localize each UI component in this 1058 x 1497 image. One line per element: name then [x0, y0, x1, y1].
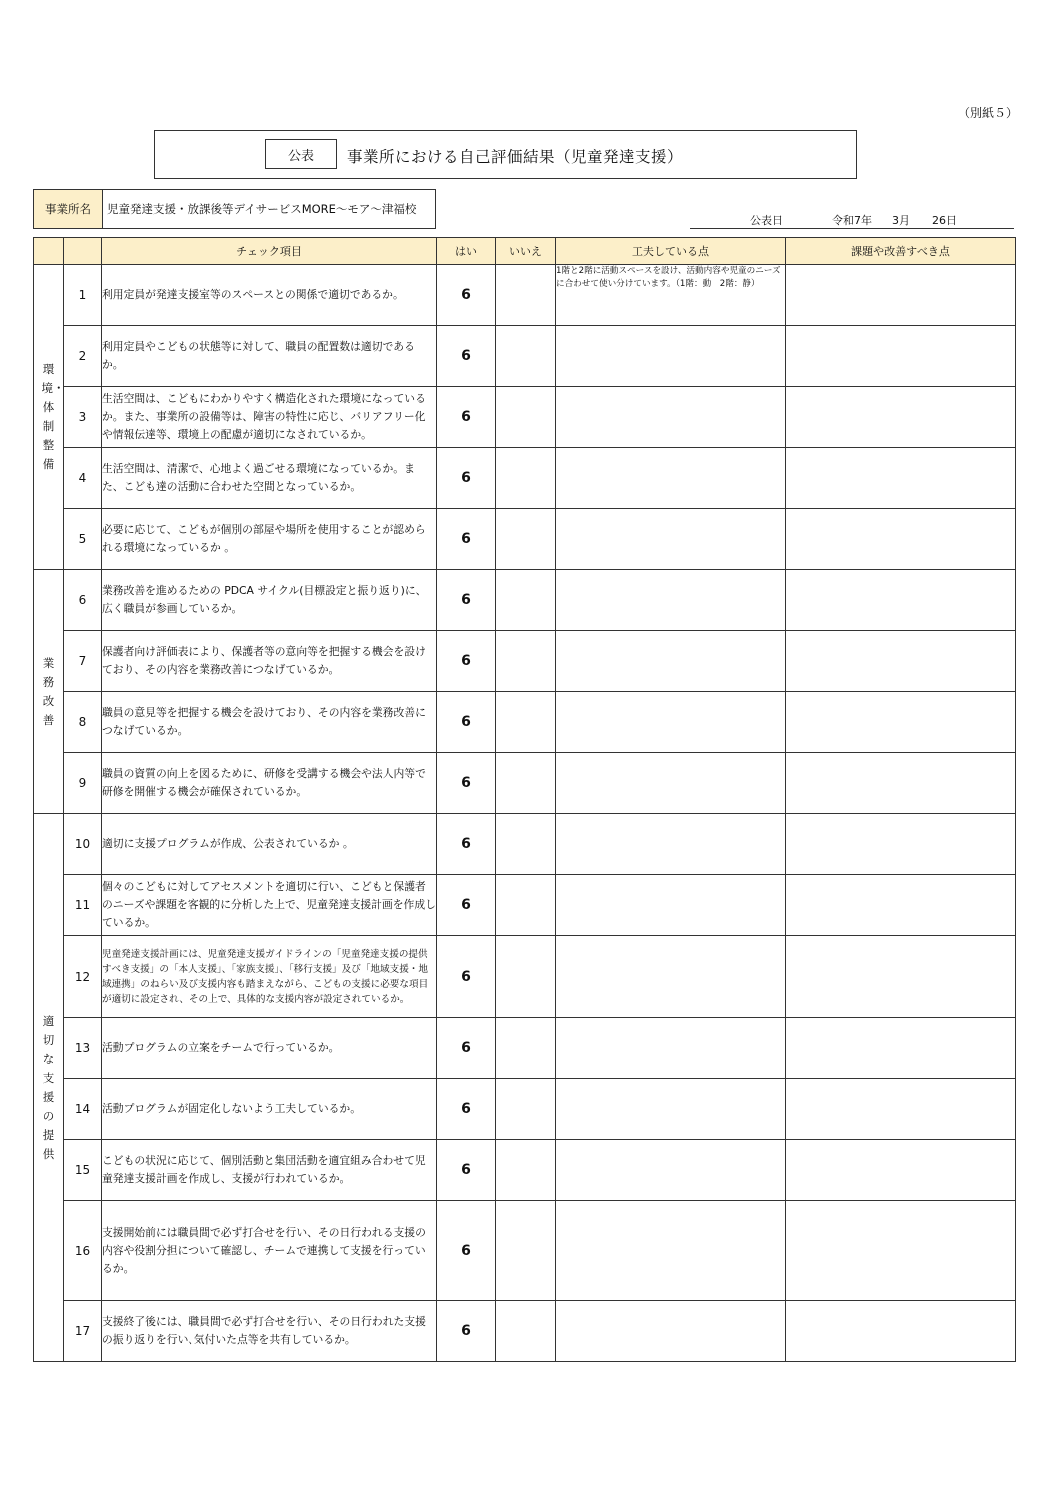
table-row — [34, 692, 1016, 753]
check-item: 職員の意見等を把握する機会を設けており、その内容を業務改善につなげているか。 — [102, 692, 437, 753]
check-item: 児童発達支援計画には、児童発達支援ガイドラインの「児童発達支援の提供すべき支援」の「本人支援」、「家族支援」、「移行支援」及び「地域支援・地域連携」のねらい及び支援内容も踏まえながら、こどもの支援に必要な項目が適切に設定され、その上で、具体的な支援内容が設定されているか。 — [102, 936, 437, 1018]
check-item-header: チェック項目 — [102, 238, 437, 265]
no-count — [496, 1140, 556, 1201]
yes-count: 6 — [437, 1301, 496, 1362]
table-row — [34, 1018, 1016, 1079]
effort-note — [556, 448, 786, 509]
effort-note — [556, 1301, 786, 1362]
category-cell — [34, 265, 64, 570]
effort-note — [556, 936, 786, 1018]
row-number: 13 — [64, 1018, 102, 1079]
yes-count: 6 — [437, 570, 496, 631]
yes-count: 6 — [437, 448, 496, 509]
issues-note — [786, 509, 1016, 570]
issues-note — [786, 570, 1016, 631]
row-number: 9 — [64, 753, 102, 814]
page-title: 事業所における自己評価結果（児童発達支援） — [347, 148, 684, 166]
issues-note — [786, 631, 1016, 692]
table-row — [34, 387, 1016, 448]
issues-note — [786, 692, 1016, 753]
check-item: 活動プログラムが固定化しないよう工夫しているか。 — [102, 1079, 437, 1140]
yes-count: 6 — [437, 631, 496, 692]
publication-date-day: 26日 — [932, 214, 957, 227]
effort-note — [556, 753, 786, 814]
attachment-reference: （別紙５） — [958, 106, 1019, 120]
title-box — [154, 130, 857, 179]
no-count — [496, 509, 556, 570]
no-count — [496, 570, 556, 631]
no-count — [496, 814, 556, 875]
effort-note — [556, 570, 786, 631]
check-item: 必要に応じて、こどもが個別の部屋や場所を使用することが認められる環境になっているか 。 — [102, 509, 437, 570]
no-count — [496, 631, 556, 692]
row-number: 2 — [64, 326, 102, 387]
row-number: 8 — [64, 692, 102, 753]
issues-note — [786, 265, 1016, 326]
check-item: 生活空間は、こどもにわかりやすく構造化された環境になっているか。また、事業所の設備等は、障害の特性に応じ、バリアフリー化や情報伝達等、環境上の配慮が適切になされているか。 — [102, 387, 437, 448]
table-row — [34, 936, 1016, 1018]
yes-count: 6 — [437, 692, 496, 753]
table-row — [34, 753, 1016, 814]
category-label: 環境・体制整備 — [41, 362, 65, 471]
issues-note — [786, 1201, 1016, 1301]
check-item: 個々のこどもに対してアセスメントを適切に行い、こどもと保護者のニーズや課題を客観的に分析した上で、児童発達支援計画を作成しているか。 — [102, 875, 437, 936]
issues-note — [786, 1079, 1016, 1140]
publication-date-label: 公表日 — [750, 214, 783, 227]
row-number: 6 — [64, 570, 102, 631]
issues-note — [786, 1018, 1016, 1079]
number-header — [64, 238, 102, 265]
yes-count: 6 — [437, 936, 496, 1018]
row-number: 11 — [64, 875, 102, 936]
no-count — [496, 1201, 556, 1301]
no-count — [496, 326, 556, 387]
issues-note — [786, 1301, 1016, 1362]
publication-date-year: 令和7年 — [832, 214, 872, 227]
category-label: 適切な支援の提供 — [42, 1013, 55, 1161]
check-item: 利用定員が発達支援室等のスペースとの関係で適切であるか。 — [102, 265, 437, 326]
no-count — [496, 875, 556, 936]
effort-note — [556, 1201, 786, 1301]
table-row — [34, 1201, 1016, 1301]
table-row — [34, 875, 1016, 936]
publication-badge: 公表 — [265, 139, 337, 169]
no-count — [496, 1079, 556, 1140]
table-row — [34, 1079, 1016, 1140]
check-item: 支援終了後には、職員間で必ず打合せを行い、その日行われた支援の振り返りを行い､気付いた点等を共有しているか。 — [102, 1301, 437, 1362]
row-number: 14 — [64, 1079, 102, 1140]
issues-note — [786, 387, 1016, 448]
yes-count: 6 — [437, 753, 496, 814]
check-item: 支援開始前には職員間で必ず打合せを行い、その日行われる支援の内容や役割分担について確認し、チームで連携して支援を行っているか。 — [102, 1201, 437, 1301]
row-number: 15 — [64, 1140, 102, 1201]
yes-header: はい — [437, 238, 496, 265]
check-item: 適切に支援プログラムが作成、公表されているか 。 — [102, 814, 437, 875]
issues-note — [786, 936, 1016, 1018]
no-count — [496, 753, 556, 814]
effort-note — [556, 1018, 786, 1079]
yes-count: 6 — [437, 1079, 496, 1140]
yes-count: 6 — [437, 1140, 496, 1201]
office-name: 児童発達支援・放課後等デイサービスMORE～モア～津福校 — [107, 202, 417, 216]
category-cell — [34, 814, 64, 1362]
row-number: 7 — [64, 631, 102, 692]
effort-note — [556, 631, 786, 692]
check-item: 業務改善を進めるための PDCA サイクル(目標設定と振り返り)に、広く職員が参画しているか。 — [102, 570, 437, 631]
check-item: 保護者向け評価表により、保護者等の意向等を把握する機会を設けており、その内容を業務改善につなげているか。 — [102, 631, 437, 692]
issues-note — [786, 326, 1016, 387]
issues-note — [786, 448, 1016, 509]
yes-count: 6 — [437, 814, 496, 875]
row-number: 10 — [64, 814, 102, 875]
no-count — [496, 936, 556, 1018]
check-item: 職員の資質の向上を図るために、研修を受講する機会や法人内等で研修を開催する機会が確保されているか。 — [102, 753, 437, 814]
check-item: 生活空間は、清潔で、心地よく過ごせる環境になっているか。また、こども達の活動に合わせた空間となっているか。 — [102, 448, 437, 509]
effort-note — [556, 814, 786, 875]
table-row — [34, 509, 1016, 570]
issues-note — [786, 814, 1016, 875]
effort-note — [556, 326, 786, 387]
table-header-row — [34, 238, 1016, 265]
issues-note — [786, 875, 1016, 936]
no-count — [496, 1018, 556, 1079]
table-row — [34, 326, 1016, 387]
effort-note — [556, 1079, 786, 1140]
no-count — [496, 692, 556, 753]
issues-header: 課題や改善すべき点 — [786, 238, 1016, 265]
effort-note — [556, 509, 786, 570]
issues-note — [786, 1140, 1016, 1201]
check-item: 利用定員やこどもの状態等に対して、職員の配置数は適切であるか。 — [102, 326, 437, 387]
office-label: 事業所名 — [34, 190, 103, 228]
row-number: 16 — [64, 1201, 102, 1301]
table-row — [34, 448, 1016, 509]
effort-note — [556, 875, 786, 936]
yes-count: 6 — [437, 387, 496, 448]
table-row — [34, 631, 1016, 692]
issues-note — [786, 753, 1016, 814]
effort-header: 工夫している点 — [556, 238, 786, 265]
row-number: 3 — [64, 387, 102, 448]
category-header — [34, 238, 64, 265]
publication-date-month: 3月 — [892, 214, 910, 227]
row-number: 5 — [64, 509, 102, 570]
no-count — [496, 265, 556, 326]
row-number: 12 — [64, 936, 102, 1018]
table-row — [34, 1301, 1016, 1362]
table-row — [34, 570, 1016, 631]
effort-note — [556, 692, 786, 753]
no-count — [496, 448, 556, 509]
check-item: こどもの状況に応じて、個別活動と集団活動を適宜組み合わせて児童発達支援計画を作成し、支援が行われているか。 — [102, 1140, 437, 1201]
yes-count: 6 — [437, 509, 496, 570]
table-row — [34, 1140, 1016, 1201]
effort-note: 1階と2階に活動スペースを設け、活動内容や児童のニーズに合わせて使い分けています。（1階：動 2階：静） — [556, 265, 786, 326]
check-item: 活動プログラムの立案をチームで行っているか。 — [102, 1018, 437, 1079]
table-row — [34, 265, 1016, 326]
effort-note — [556, 1140, 786, 1201]
office-info — [33, 189, 436, 229]
yes-count: 6 — [437, 875, 496, 936]
row-number: 17 — [64, 1301, 102, 1362]
yes-count: 6 — [437, 265, 496, 326]
effort-note — [556, 387, 786, 448]
yes-count: 6 — [437, 1018, 496, 1079]
yes-count: 6 — [437, 1201, 496, 1301]
table-row — [34, 814, 1016, 875]
publication-date — [690, 210, 1014, 229]
yes-count: 6 — [437, 326, 496, 387]
no-count — [496, 387, 556, 448]
no-header: いいえ — [496, 238, 556, 265]
category-label: 業務改善 — [42, 655, 55, 727]
no-count — [496, 1301, 556, 1362]
category-cell — [34, 570, 64, 814]
evaluation-table — [33, 237, 1016, 1362]
row-number: 4 — [64, 448, 102, 509]
row-number: 1 — [64, 265, 102, 326]
